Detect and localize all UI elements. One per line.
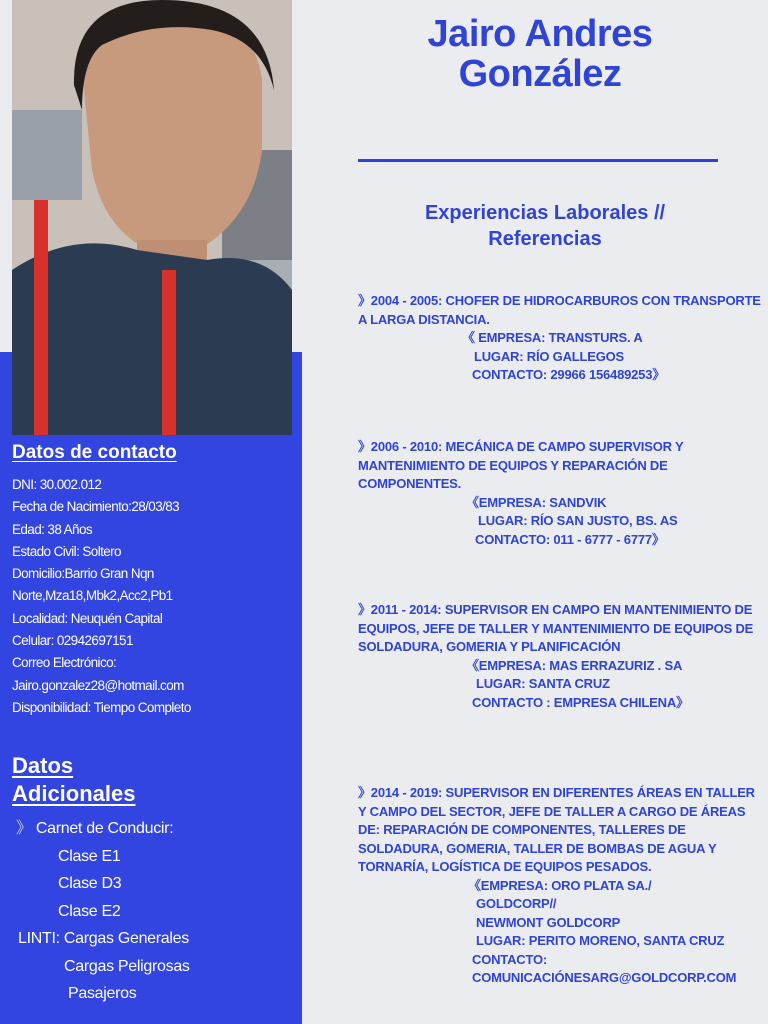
contact-address-line1: Domicilio:Barrio Gran Nqn (12, 566, 154, 582)
experience-title-line2: Referencias (488, 228, 602, 250)
contact-dni: DNI: 30.002.012 (12, 477, 102, 492)
linti-dangerous: Cargas Peligrosas (64, 957, 190, 975)
linti-passengers: Pasajeros (68, 985, 137, 1002)
job-company: 《EMPRESA: SANDVIK (466, 494, 607, 510)
resume-name (340, 14, 740, 94)
additional-title-line2: Adicionales (12, 781, 136, 806)
job-contact: CONTACTO: 011 - 6777 - 6777》 (475, 531, 665, 547)
contact-email-label: Correo Electrónico: (12, 655, 117, 671)
job-heading: 》2011 - 2014: SUPERVISOR EN CAMPO EN MANTENIMIENTO DE EQUIPOS, JEFE DE TALLER Y MANTENIMIENTO DE EQUIPOS DE SOLDADURA, GOMERIA Y PLANIFICACIÓN (358, 602, 754, 654)
license-class-e2: Clase E2 (58, 902, 121, 920)
job-heading: 》2014 - 2019: SUPERVISOR EN DIFERENTES ÁREAS EN TALLER Y CAMPO DEL SECTOR, JEFE DE TALLER A CARGO DE ÁREAS DE: REPARACIÓN DE COMPONENTES, TALLERES DE SOLDADURA, GOMERIA, TALLER DE BOMBAS DE AGUA Y TORNARÍA, LOGÍSTICA DE EQUIPOS PESADOS. (358, 785, 755, 874)
profile-photo (12, 0, 292, 435)
job-location: LUGAR: SANTA CRUZ (476, 676, 610, 691)
experience-section-title (370, 200, 720, 252)
job-location: LUGAR: RÍO GALLEGOS (474, 348, 625, 364)
additional-section-title (12, 752, 212, 808)
job-company-line3: NEWMONT GOLDCORP (476, 914, 621, 930)
contact-address-line2: Norte,Mza18,Mbk2,Acc2,Pb1 (12, 588, 173, 604)
job-contact: CONTACTO: (472, 951, 547, 967)
job-entry-2011 (358, 601, 766, 712)
job-entry-2006 (358, 438, 766, 549)
license-class-e1: Clase E1 (58, 847, 121, 865)
job-location: LUGAR: PERITO MORENO, SANTA CRUZ (476, 933, 725, 948)
job-location: LUGAR: RÍO SAN JUSTO, BS. AS (478, 513, 678, 528)
name-divider (358, 159, 718, 162)
additional-title-line1: Datos (12, 753, 74, 778)
job-contact: CONTACTO : EMPRESA CHILENA》 (472, 694, 689, 710)
job-heading: 》2006 - 2010: MECÁNICA DE CAMPO SUPERVISOR Y MANTENIMIENTO DE EQUIPOS Y REPARACIÓN DE COMPONENTES. (358, 439, 684, 491)
contact-list (12, 474, 297, 719)
linti-general: LINTI: Cargas Generales (18, 930, 189, 947)
sidebar (0, 0, 302, 1024)
contact-birthdate: Fecha de Nacimiento:28/03/83 (12, 499, 180, 515)
job-entry-2014 (358, 784, 766, 988)
contact-age: Edad: 38 Años (12, 521, 93, 537)
license-heading: 》 Carnet de Conducir: (16, 820, 174, 837)
job-contact-email[interactable]: COMUNICACIÓNESARG@GOLDCORP.COM (472, 970, 737, 985)
additional-list (12, 815, 297, 1008)
job-entry-2004 (358, 292, 766, 385)
job-company-line2: GOLDCORP// (476, 896, 557, 911)
contact-section-title: Datos de contacto (12, 442, 177, 463)
name-line1: Jairo Andres (427, 13, 653, 55)
contact-phone: Celular: 02942697151 (12, 633, 133, 649)
contact-availability: Disponibilidad: Tiempo Completo (12, 699, 191, 715)
license-class-d3: Clase D3 (58, 875, 122, 892)
job-heading: 》2004 - 2005: CHOFER DE HIDROCARBUROS CON TRANSPORTE A LARGA DISTANCIA. (358, 293, 761, 327)
contact-city: Localidad: Neuquén Capital (12, 610, 163, 626)
name-line2: González (458, 53, 622, 95)
contact-email[interactable]: Jairo.gonzalez28@hotmail.com (12, 677, 184, 693)
experience-title-line1: Experiencias Laborales // (424, 202, 666, 224)
job-contact: CONTACTO: 29966 156489253》 (472, 367, 666, 382)
job-company: 《EMPRESA: ORO PLATA SA./ (468, 877, 652, 893)
job-company: 《EMPRESA: MAS ERRAZURIZ . SA (466, 657, 683, 673)
job-company: 《 EMPRESA: TRANSTURS. A (462, 330, 643, 345)
contact-civil-status: Estado Civil: Soltero (12, 543, 121, 559)
